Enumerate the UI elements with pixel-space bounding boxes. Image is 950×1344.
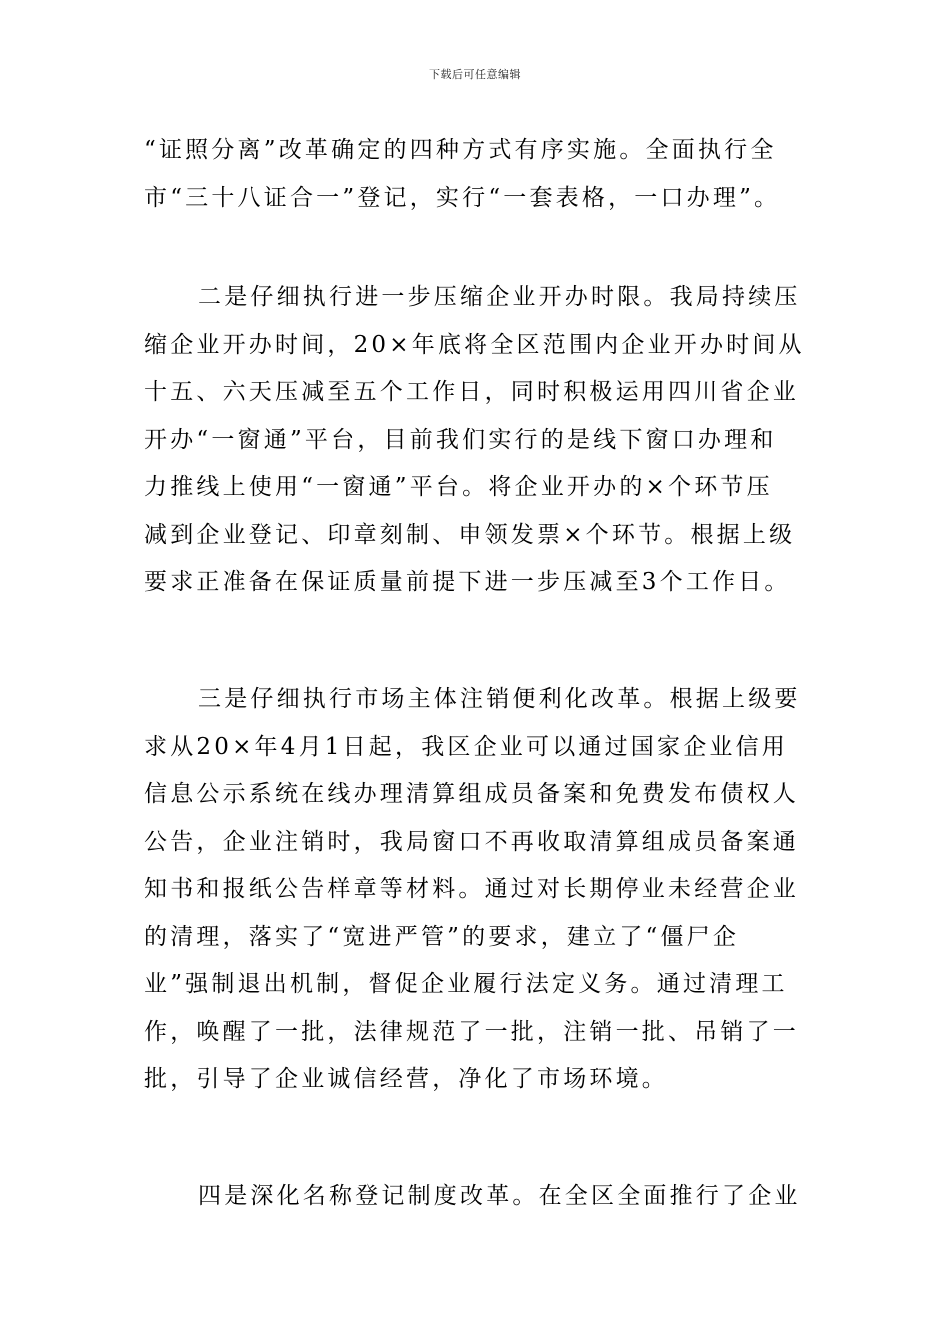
text-line: 业”强制退出机制，督促企业履行法定义务。通过清理工 bbox=[144, 971, 788, 997]
paragraph-continuation bbox=[144, 127, 810, 222]
text-line: 知书和报纸公告样章等材料。通过对长期停业未经营企业 bbox=[144, 876, 799, 902]
text-line: 二是仔细执行进一步压缩企业开办时限。我局持续压 bbox=[198, 284, 801, 310]
text-line: 求从20×年4月1日起，我区企业可以通过国家企业信用 bbox=[144, 733, 789, 760]
text-line: 的清理，落实了“宽进严管”的要求，建立了“僵尸企 bbox=[144, 923, 740, 950]
paragraph-4 bbox=[144, 1173, 810, 1221]
text-line: 批，引导了企业诚信经营，净化了市场环境。 bbox=[144, 1066, 668, 1092]
text-line: 缩企业开办时间，20×年底将全区范围内企业开办时间从 bbox=[144, 331, 805, 358]
text-line: 开办“一窗通”平台，目前我们实行的是线下窗口办理和 bbox=[144, 426, 777, 453]
paragraph-3 bbox=[144, 676, 810, 1104]
text-line: 十五、六天压减至五个工作日，同时积极运用四川省企业 bbox=[144, 379, 799, 405]
text-line: 市“三十八证合一”登记，实行“一套表格，一口办理”。 bbox=[144, 184, 781, 211]
text-line: 减到企业登记、印章刻制、申领发票×个环节。根据上级 bbox=[144, 521, 796, 548]
header-note: 下载后可任意编辑 bbox=[429, 68, 521, 81]
text-line: 作，唤醒了一批，法律规范了一批，注销一批、吊销了一 bbox=[144, 1018, 799, 1045]
text-line: 四是深化名称登记制度改革。在全区全面推行了企业 bbox=[198, 1183, 801, 1209]
text-line: 力推线上使用“一窗通”平台。将企业开办的×个环节压 bbox=[144, 474, 773, 500]
paragraph-2 bbox=[144, 274, 810, 607]
text-line: 要求正准备在保证质量前提下进一步压减至3个工作日。 bbox=[144, 569, 791, 595]
text-line: 信息公示系统在线办理清算组成员备案和免费发布债权人 bbox=[144, 781, 799, 807]
text-line: 公告，企业注销时，我局窗口不再收取清算组成员备案通 bbox=[144, 828, 799, 855]
text-line: 三是仔细执行市场主体注销便利化改革。根据上级要 bbox=[198, 686, 801, 712]
text-line: “证照分离”改革确定的四种方式有序实施。全面执行全 bbox=[144, 137, 777, 163]
